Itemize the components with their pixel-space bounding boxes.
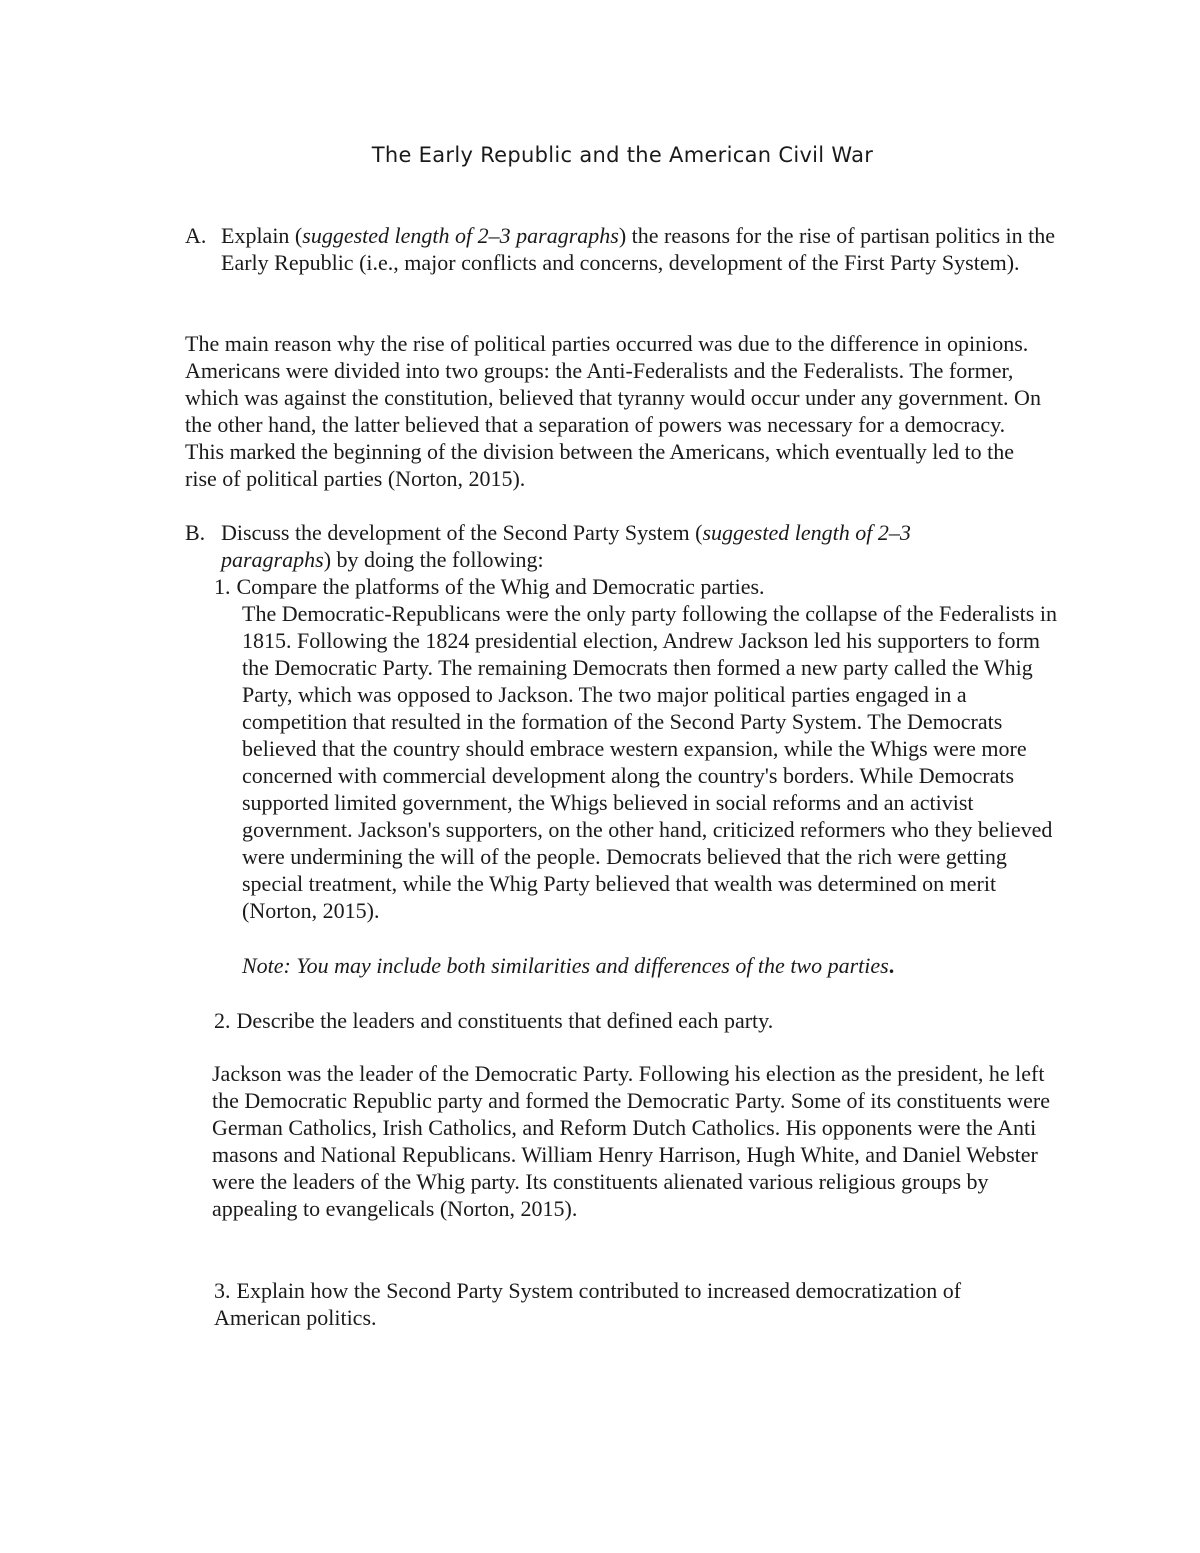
item-1-prompt-text: Compare the platforms of the Whig and Democratic parties. bbox=[236, 574, 765, 599]
section-b-marker: B. bbox=[185, 520, 206, 545]
section-a-marker: A. bbox=[185, 223, 207, 248]
item-1-note-end: . bbox=[888, 953, 895, 978]
item-3-prompt-text: Explain how the Second Party System contributed to increased democratization of American politics. bbox=[214, 1278, 962, 1330]
item-3-prompt bbox=[214, 1277, 1044, 1331]
section-a-answer: The main reason why the rise of political parties occurred was due to the difference in opinions. Americans were divided into two groups: the Anti-Federalists and the Federalists. The former, which was against the constitution, believed that tyranny would occur under any government. On the other hand, the latter believed that a separation of powers was necessary for a democracy. This marked the beginning of the division between the Americans, which eventually led to the rise of political parties (Norton, 2015). bbox=[185, 331, 1041, 491]
section-a-prompt-post: ) the reasons for the rise of partisan politics in the Early Republic (i.e., major conflicts and concerns, development of the First Party System). bbox=[221, 223, 1056, 275]
item-1-note bbox=[242, 952, 1067, 979]
item-1-number: 1. bbox=[214, 574, 231, 599]
section-a-prompt-italic: suggested length of 2–3 paragraphs bbox=[302, 223, 619, 248]
item-2-number: 2. bbox=[214, 1008, 231, 1033]
item-3-number: 3. bbox=[214, 1278, 231, 1303]
section-a-prompt bbox=[185, 222, 1101, 276]
section-b-prompt-post: ) by doing the following: bbox=[323, 547, 544, 572]
item-2-prompt bbox=[214, 1007, 1074, 1034]
section-a-prompt-pre: Explain ( bbox=[221, 223, 303, 248]
item-2-answer: Jackson was the leader of the Democratic Party. Following his election as the president, he left the Democratic Republic party and formed the Democratic Party. Some of its constituents were German Catholics, Irish Catholics, and Reform Dutch Catholics. His opponents were the Anti masons and National Republicans. William Henry Harrison, Hugh White, and Daniel Webster were the leaders of the Whig party. Its constituents alienated various religious groups by appealing to evangelicals (Norton, 2015). bbox=[212, 1061, 1050, 1221]
item-1-answer: The Democratic-Republicans were the only party following the collapse of the Federalists in 1815. Following the 1824 presidential election, Andrew Jackson led his supporters to form the Democratic Party. The remaining Democrats then formed a new party called the Whig Party, which was opposed to Jackson. The two major political parties engaged in a competition that resulted in the formation of the Second Party System. The Democrats believed that the country should embrace western expansion, while the Whigs were more concerned with commercial development along the country's borders. While Democrats supported limited government, the Whigs believed in social reforms and an activist government. Jackson's supporters, on the other hand, criticized reformers who they believed were undermining the will of the people. Democrats believed that the rich were getting special treatment, while the Whig Party believed that wealth was determined on merit (Norton, 2015). bbox=[242, 601, 1057, 923]
section-b-prompt bbox=[185, 519, 1021, 573]
item-1-prompt bbox=[214, 573, 1074, 600]
section-b-prompt-italic: suggested length of 2–3 paragraphs bbox=[221, 520, 911, 572]
page-title: The Early Republic and the American Civil War bbox=[371, 143, 874, 167]
item-2-prompt-text: Describe the leaders and constituents that defined each party. bbox=[236, 1008, 774, 1033]
section-b-prompt-pre: Discuss the development of the Second Party System ( bbox=[221, 520, 703, 545]
item-1-note-text: Note: You may include both similarities and differences of the two parties bbox=[242, 953, 889, 978]
